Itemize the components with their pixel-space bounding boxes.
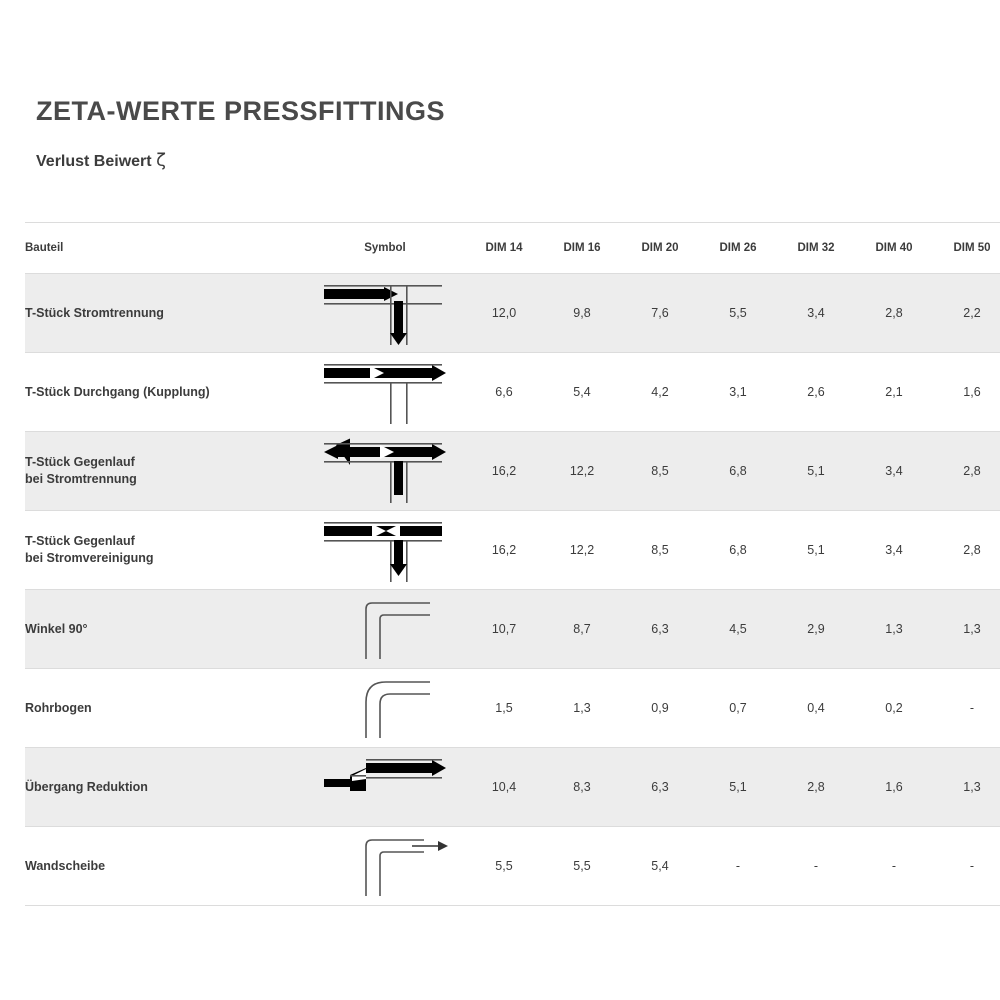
table-row xyxy=(25,511,1000,590)
value-dim-16: 9,8 xyxy=(543,274,621,353)
column-header-dim-50: DIM 50 xyxy=(933,223,1000,274)
column-header-dim-32: DIM 32 xyxy=(777,223,855,274)
row-label: T-Stück Durchgang (Kupplung) xyxy=(25,353,305,432)
table-row xyxy=(25,669,1000,748)
value-dim-16: 12,2 xyxy=(543,511,621,590)
row-label-line1: T-Stück Gegenlauf xyxy=(25,455,135,470)
value-dim-14: 1,5 xyxy=(465,669,543,748)
row-label-line2: bei Stromvereinigung xyxy=(25,551,154,565)
value-dim-50: - xyxy=(933,669,1000,748)
value-dim-50: 2,8 xyxy=(933,511,1000,590)
value-dim-40: - xyxy=(855,827,933,906)
row-label-line1: T-Stück Gegenlauf xyxy=(25,534,135,549)
value-dim-40: 2,1 xyxy=(855,353,933,432)
value-dim-40: 3,4 xyxy=(855,511,933,590)
value-dim-40: 0,2 xyxy=(855,669,933,748)
table-row xyxy=(25,274,1000,353)
value-dim-26: - xyxy=(699,827,777,906)
row-label: Wandscheibe xyxy=(25,827,305,906)
page-subtitle xyxy=(36,150,166,171)
value-dim-32: 5,1 xyxy=(777,432,855,511)
value-dim-16: 8,3 xyxy=(543,748,621,827)
column-header-dim-26: DIM 26 xyxy=(699,223,777,274)
value-dim-26: 5,5 xyxy=(699,274,777,353)
value-dim-20: 6,3 xyxy=(621,590,699,669)
wall-plate-icon xyxy=(305,827,465,906)
reducer-icon xyxy=(305,748,465,827)
value-dim-26: 6,8 xyxy=(699,511,777,590)
value-dim-20: 8,5 xyxy=(621,432,699,511)
value-dim-20: 8,5 xyxy=(621,511,699,590)
value-dim-26: 3,1 xyxy=(699,353,777,432)
value-dim-14: 6,6 xyxy=(465,353,543,432)
table-row xyxy=(25,590,1000,669)
value-dim-40: 1,3 xyxy=(855,590,933,669)
value-dim-50: 1,6 xyxy=(933,353,1000,432)
table-row xyxy=(25,353,1000,432)
value-dim-14: 10,4 xyxy=(465,748,543,827)
value-dim-26: 0,7 xyxy=(699,669,777,748)
value-dim-16: 12,2 xyxy=(543,432,621,511)
value-dim-20: 5,4 xyxy=(621,827,699,906)
row-label xyxy=(25,432,305,511)
row-label-line2: bei Stromtrennung xyxy=(25,472,137,486)
value-dim-26: 4,5 xyxy=(699,590,777,669)
value-dim-32: 3,4 xyxy=(777,274,855,353)
pipe-bend-icon xyxy=(305,669,465,748)
zeta-symbol: ζ xyxy=(156,150,166,171)
value-dim-32: 5,1 xyxy=(777,511,855,590)
value-dim-16: 5,5 xyxy=(543,827,621,906)
value-dim-50: 1,3 xyxy=(933,748,1000,827)
column-header-bauteil: Bauteil xyxy=(25,223,305,274)
row-label: Rohrbogen xyxy=(25,669,305,748)
value-dim-50: 2,8 xyxy=(933,432,1000,511)
column-header-symbol: Symbol xyxy=(305,223,465,274)
value-dim-14: 10,7 xyxy=(465,590,543,669)
table-row xyxy=(25,432,1000,511)
table-row xyxy=(25,748,1000,827)
row-label xyxy=(25,511,305,590)
value-dim-20: 7,6 xyxy=(621,274,699,353)
value-dim-14: 16,2 xyxy=(465,432,543,511)
value-dim-26: 5,1 xyxy=(699,748,777,827)
tee-branch-split-icon xyxy=(305,274,465,353)
value-dim-40: 3,4 xyxy=(855,432,933,511)
value-dim-20: 4,2 xyxy=(621,353,699,432)
tee-counterflow-split-icon xyxy=(305,432,465,511)
value-dim-32: - xyxy=(777,827,855,906)
row-label: Winkel 90° xyxy=(25,590,305,669)
elbow-90-icon xyxy=(305,590,465,669)
tee-counterflow-merge-icon xyxy=(305,511,465,590)
value-dim-50: - xyxy=(933,827,1000,906)
value-dim-14: 5,5 xyxy=(465,827,543,906)
subtitle-text: Verlust Beiwert xyxy=(36,153,152,170)
value-dim-32: 0,4 xyxy=(777,669,855,748)
value-dim-14: 16,2 xyxy=(465,511,543,590)
row-label: Übergang Reduktion xyxy=(25,748,305,827)
value-dim-40: 1,6 xyxy=(855,748,933,827)
value-dim-16: 5,4 xyxy=(543,353,621,432)
column-header-dim-14: DIM 14 xyxy=(465,223,543,274)
value-dim-20: 0,9 xyxy=(621,669,699,748)
value-dim-14: 12,0 xyxy=(465,274,543,353)
page-title: ZETA-WERTE PRESSFITTINGS xyxy=(36,96,445,126)
value-dim-50: 2,2 xyxy=(933,274,1000,353)
value-dim-26: 6,8 xyxy=(699,432,777,511)
table-row xyxy=(25,827,1000,906)
zeta-values-table xyxy=(25,222,1000,906)
value-dim-16: 1,3 xyxy=(543,669,621,748)
table-header-row xyxy=(25,223,1000,274)
value-dim-32: 2,9 xyxy=(777,590,855,669)
tee-straight-through-icon xyxy=(305,353,465,432)
value-dim-20: 6,3 xyxy=(621,748,699,827)
row-label: T-Stück Stromtrennung xyxy=(25,274,305,353)
value-dim-32: 2,6 xyxy=(777,353,855,432)
column-header-dim-16: DIM 16 xyxy=(543,223,621,274)
column-header-dim-40: DIM 40 xyxy=(855,223,933,274)
value-dim-40: 2,8 xyxy=(855,274,933,353)
value-dim-50: 1,3 xyxy=(933,590,1000,669)
value-dim-16: 8,7 xyxy=(543,590,621,669)
value-dim-32: 2,8 xyxy=(777,748,855,827)
column-header-dim-20: DIM 20 xyxy=(621,223,699,274)
